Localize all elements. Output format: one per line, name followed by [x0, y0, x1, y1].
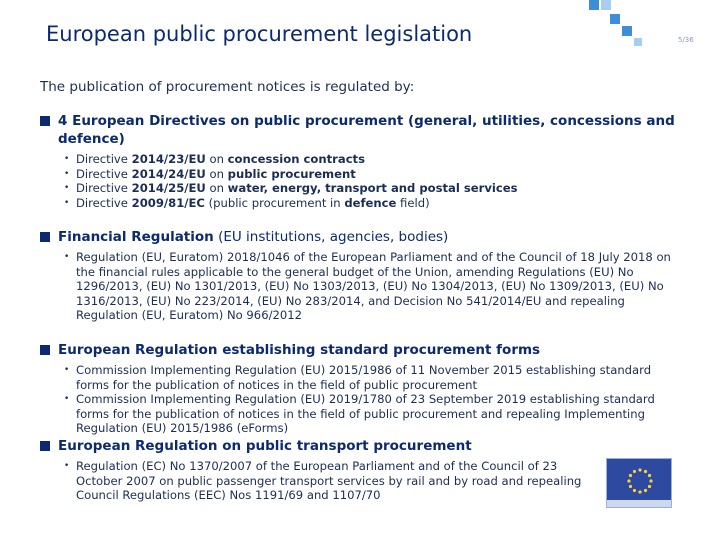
bullet-square-icon — [40, 116, 50, 126]
list-item: • Directive 2014/23/EU on concession contracts — [62, 152, 680, 167]
section-financial-regulation — [40, 228, 680, 323]
section-heading — [40, 341, 680, 359]
eu-star — [633, 489, 636, 492]
eu-star — [648, 485, 651, 488]
eu-star — [644, 470, 647, 473]
bullet-square-icon — [40, 345, 50, 355]
eu-star — [638, 490, 641, 493]
eu-star — [648, 474, 651, 477]
list-item: • Directive 2009/81/EC (public procurement in defence field) — [62, 196, 680, 211]
section-heading-text: 4 European Directives on public procurement (general, utilities, concessions and defence) — [58, 113, 675, 147]
section-directives — [40, 112, 680, 210]
eu-star — [629, 474, 632, 477]
transport-list — [40, 459, 590, 503]
eu-star — [644, 489, 647, 492]
section-heading-note: (EU institutions, agencies, bodies) — [213, 229, 449, 245]
eu-star — [633, 470, 636, 473]
bullet-square-icon — [40, 441, 50, 451]
bullet-square-icon — [40, 232, 50, 242]
section-heading-text: European Regulation on public transport procurement — [58, 438, 472, 454]
list-item: • Directive 2014/24/EU on public procurement — [62, 167, 680, 182]
list-item: • Regulation (EU, Euratom) 2018/1046 of the European Parliament and of the Council of 18 July 2018 on the financial rules applicable to the general budget of the Union, amending Regulations (EU) No 1296/2013, (EU) No 1301/2013, (EU) No 1303/2013, (EU) No 1304/2013, (EU) No 1309/2013, (EU) No 1316/2013, (EU) No 223/2014, (EU) No 283/2014, and Decision No 541/2014/EU and repealing Regulation (EU, Euratom) No 966/2012 — [62, 250, 680, 323]
forms-list — [40, 363, 680, 436]
list-item: • Directive 2014/25/EU on water, energy, transport and postal services — [62, 181, 680, 196]
eu-star — [627, 479, 630, 482]
eu-flag-icon — [606, 458, 672, 508]
eu-star — [629, 485, 632, 488]
section-public-transport — [40, 437, 680, 503]
directive-list — [40, 152, 680, 210]
section-standard-forms — [40, 341, 680, 436]
section-heading-text: European Regulation establishing standard procurement forms — [58, 342, 541, 358]
intro-text: The publication of procurement notices is regulated by: — [40, 79, 415, 95]
list-item: • Commission Implementing Regulation (EU) 2015/1986 of 11 November 2015 establishing standard forms for the publication of notices in the field of public procurement — [62, 363, 680, 392]
list-item: • Regulation (EC) No 1370/2007 of the European Parliament and of the Council of 23 October 2007 on public passenger transport services by rail and by road and repealing Council Regulations (EEC) Nos 1191/69 and 1107/70 — [62, 459, 590, 503]
page-title: European public procurement legislation — [46, 22, 473, 46]
eu-star — [638, 468, 641, 471]
section-heading-text: Financial Regulation — [58, 229, 214, 245]
section-heading — [40, 112, 680, 148]
section-heading — [40, 437, 680, 455]
page-number: 5/36 — [678, 36, 694, 44]
regulation-list — [40, 250, 680, 323]
eu-star — [649, 479, 652, 482]
section-heading — [40, 228, 680, 246]
list-item: • Commission Implementing Regulation (EU) 2019/1780 of 23 September 2019 establishing standard forms for the publication of notices in the field of public procurement and repealing Implementing Regulation (EU) 2015/1986 (eForms) — [62, 392, 680, 436]
